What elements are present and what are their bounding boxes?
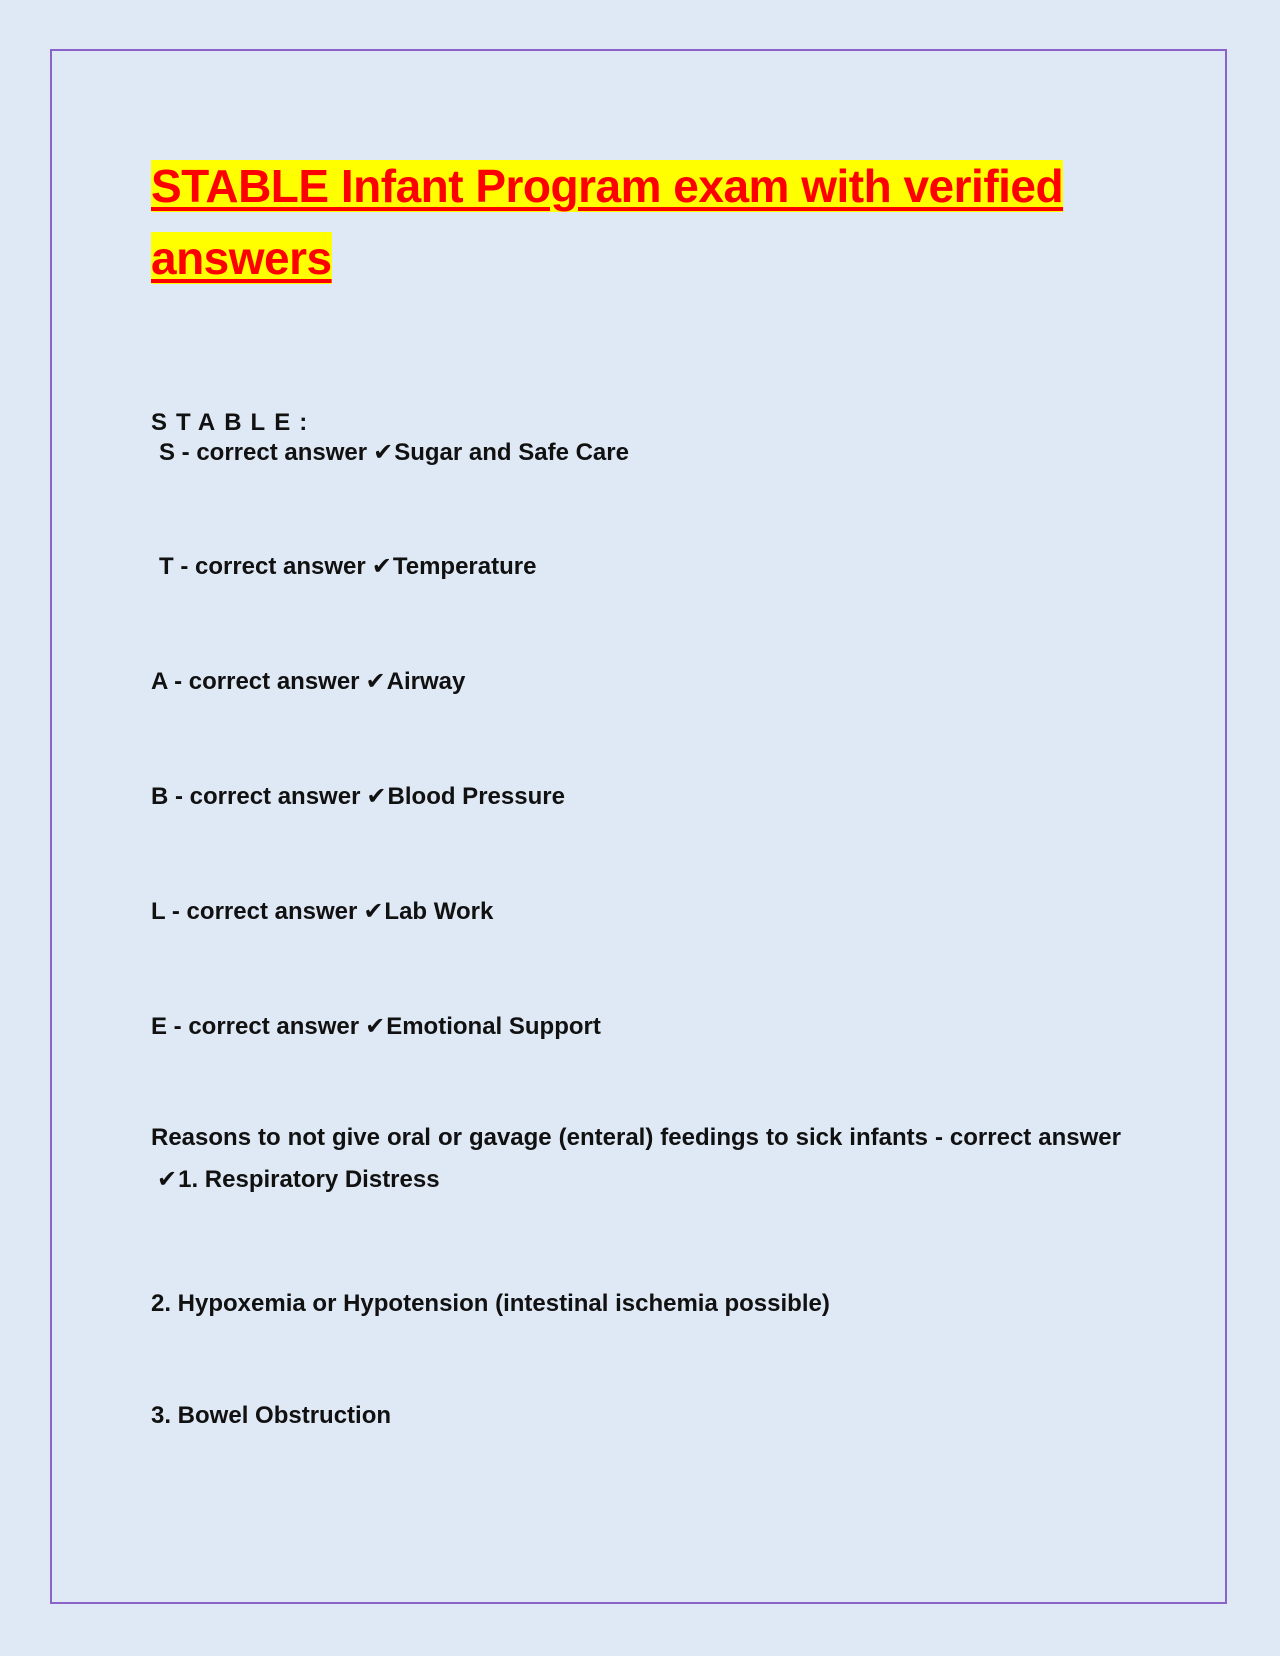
qa-item-e: [151, 1006, 1121, 1048]
answer-text: Lab Work: [384, 898, 494, 925]
document-content: [151, 150, 1121, 1429]
qa-item-s: [151, 432, 1129, 474]
answer-text: Blood Pressure: [387, 783, 565, 810]
document-title: [151, 150, 1121, 294]
qa-item-a: [151, 661, 1121, 703]
question-text: Reasons to not give oral or gavage (enteral) feedings to sick infants - correct answer: [151, 1124, 1121, 1151]
answer-text: Airway: [386, 668, 466, 695]
question-text: B - correct answer: [151, 783, 361, 810]
checkmark-icon: ✔: [365, 1013, 386, 1040]
qa-item-l: [151, 891, 1121, 933]
continuation-line-2: 2. Hypoxemia or Hypotension (intestinal ischemia possible): [151, 1290, 830, 1317]
checkmark-icon: ✔: [373, 439, 394, 466]
question-text: S - correct answer: [159, 439, 368, 466]
question-text: T - correct answer: [159, 553, 366, 580]
document-title-text: STABLE Infant Program exam with verified answers: [151, 160, 1064, 284]
answer-text: 1. Respiratory Distress: [178, 1166, 440, 1193]
question-text: E - correct answer: [151, 1013, 360, 1040]
checkmark-icon: ✔: [157, 1166, 178, 1193]
qa-item-feeding-reasons: [151, 1117, 1121, 1201]
question-text: A - correct answer: [151, 668, 360, 695]
checkmark-icon: ✔: [366, 783, 387, 810]
stable-heading: STABLE:: [151, 409, 317, 436]
checkmark-icon: ✔: [365, 668, 386, 695]
checkmark-icon: ✔: [363, 898, 384, 925]
continuation-line-3: 3. Bowel Obstruction: [151, 1402, 392, 1429]
checkmark-icon: ✔: [371, 553, 392, 580]
answer-text: Temperature: [392, 553, 537, 580]
question-text: L - correct answer: [151, 898, 358, 925]
answer-text: Emotional Support: [386, 1013, 601, 1040]
qa-item-b: [151, 776, 1121, 818]
answer-text: Sugar and Safe Care: [394, 439, 629, 466]
qa-item-t: [151, 546, 1129, 588]
